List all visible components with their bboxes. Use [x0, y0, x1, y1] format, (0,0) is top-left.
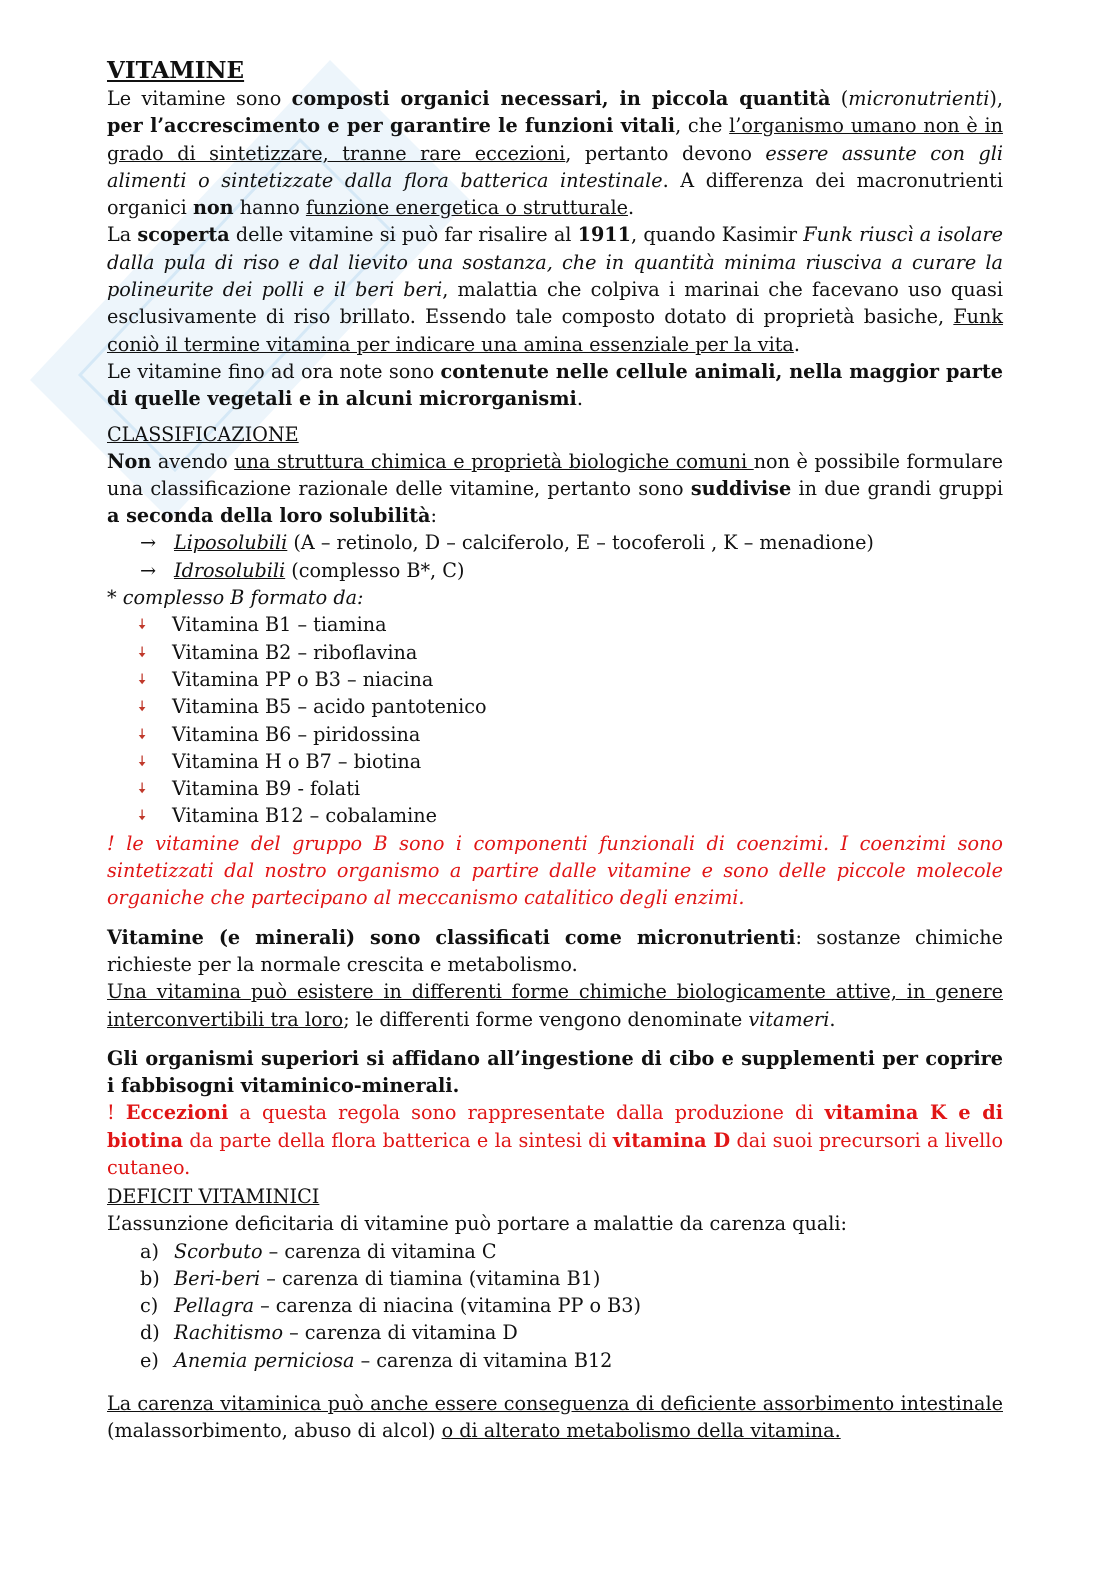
arrow-icon: → [140, 558, 157, 582]
text-run: : sostanze chimiche richieste per la normale crescita e metabolismo. [107, 925, 1003, 976]
text-run: dai suoi precursori a livello cutaneo. [107, 1128, 1003, 1179]
micronutrients-paragraph [107, 924, 1003, 979]
text-run: micronutrienti [848, 87, 990, 110]
disease-detail: – carenza di tiamina (vitamina B1) [260, 1266, 601, 1290]
text-run: La [107, 223, 138, 247]
text-run: . [793, 332, 800, 356]
b-vitamin-item [107, 721, 1003, 748]
group-name: Idrosolubili [174, 558, 286, 582]
text-run: hanno [233, 196, 306, 220]
text-run: scoperta [137, 223, 230, 247]
text-run: Una vitamina può esistere in differenti forme chimiche biologicamente attive, in genere interconvertibili tra loro [107, 980, 1003, 1031]
text-run: ( [830, 87, 849, 110]
higher-organisms-paragraph [107, 1045, 1003, 1100]
text-run: Le vitamine fino ad ora note sono [107, 359, 441, 383]
bullet-icon: 🠇 [138, 642, 147, 661]
b-vitamin-label: Vitamina B2 – riboflavina [172, 640, 418, 664]
bullet-icon: 🠇 [138, 806, 147, 825]
disease-detail: – carenza di niacina (vitamina PP o B3) [254, 1294, 641, 1318]
text-run: vitamina K e di biotina [107, 1101, 1003, 1152]
group-name: Liposolubili [174, 531, 288, 555]
b-vitamin-label: Vitamina PP o B3 – niacina [172, 667, 434, 691]
list-marker: c) [140, 1294, 159, 1318]
classification-paragraph [107, 448, 1003, 530]
b-vitamin-item [107, 666, 1003, 693]
disease-item [107, 1319, 1003, 1346]
list-marker: b) [140, 1266, 160, 1290]
bullet-icon: 🠇 [138, 724, 147, 743]
group-detail: (complesso B*, C) [285, 558, 465, 582]
intro-paragraph-1 [107, 85, 1003, 221]
text-run: 1911 [577, 223, 632, 247]
b-vitamin-label: Vitamina H o B7 – biotina [172, 749, 422, 773]
group-detail: (A – retinolo, D – calciferolo, E – tocoferoli , K – menadione) [287, 531, 874, 555]
solubility-group-item [107, 557, 1003, 584]
text-run: a questa regola sono rappresentate dalla produzione di [228, 1101, 825, 1125]
b-vitamin-item [107, 775, 1003, 802]
deficiency-diseases-list [107, 1238, 1003, 1374]
intro-paragraph-3 [107, 358, 1003, 413]
text-run: . [627, 196, 635, 220]
text-run: per l’accrescimento e per garantire le funzioni vitali [107, 114, 676, 138]
b-vitamin-item [107, 802, 1003, 829]
bullet-icon: 🠇 [138, 751, 147, 770]
b-vitamin-label: Vitamina B5 – acido pantotenico [172, 695, 487, 719]
text-run: Eccezioni [125, 1101, 229, 1125]
complex-b-note: * complesso B formato da: [107, 586, 364, 610]
text-run: non [192, 196, 234, 220]
b-vitamin-item [107, 639, 1003, 666]
b-vitamin-label: Vitamina B1 – tiamina [172, 613, 387, 637]
disease-name: Beri-beri [174, 1266, 261, 1290]
text-run: composti organici necessari, in piccola quantità [291, 87, 831, 110]
bullet-icon: 🠇 [138, 669, 147, 688]
deficits-intro: L’assunzione deficitaria di vitamine può portare a malattie da carenza quali: [107, 1212, 847, 1236]
disease-detail: – carenza di vitamina C [262, 1239, 497, 1263]
b-vitamin-label: Vitamina B6 – piridossina [172, 722, 421, 746]
bullet-icon: 🠇 [138, 615, 147, 634]
text-run: o di alterato metabolismo della vitamina. [441, 1419, 841, 1443]
deficits-heading: DEFICIT VITAMINICI [107, 1185, 320, 1209]
disease-name: Anemia perniciosa [174, 1348, 355, 1372]
text-run: Non [107, 449, 152, 473]
text-run: Funk coniò il termine vitamina per indicare una amina essenziale per la vita [107, 305, 1003, 356]
text-run: non è possibile formulare una classificazione razionale delle vitamine, pertanto sono [107, 449, 1003, 500]
disease-item [107, 1265, 1003, 1292]
disease-name: Rachitismo [174, 1321, 284, 1345]
text-run: , pertanto devono [565, 141, 766, 165]
classification-heading: CLASSIFICAZIONE [107, 422, 299, 446]
text-run: (malassorbimento, abuso di alcol) [107, 1419, 442, 1443]
disease-item [107, 1238, 1003, 1265]
text-run: Le vitamine sono [107, 87, 292, 110]
text-run: Gli organismi superiori si affidano all’ingestione di cibo e supplementi per coprire i fabbisogni vitaminico-minerali. [107, 1046, 1003, 1098]
text-run: . A differenza dei macronutrienti organici [107, 168, 1003, 220]
text-run: , malattia che colpiva i marinai che facevano uso quasi esclusivamente di riso brillato. Essendo tale composto dotato di proprietà basiche, [107, 278, 1003, 329]
text-run: a seconda della loro solubilità [107, 504, 431, 528]
b-vitamin-item [107, 748, 1003, 775]
bullet-icon: 🠇 [138, 779, 147, 798]
b-vitamin-label: Vitamina B12 – cobalamine [172, 804, 437, 828]
text-run: l’organismo umano non è in grado di sintetizzare, tranne rare eccezioni [107, 114, 1003, 165]
disease-item [107, 1347, 1003, 1374]
list-marker: e) [140, 1348, 159, 1372]
b-vitamin-label: Vitamina B9 - folati [172, 777, 361, 801]
text-run: suddivise [690, 476, 792, 500]
text-run: una struttura chimica e proprietà biologiche comuni [234, 449, 754, 473]
disease-detail: – carenza di vitamina D [283, 1321, 518, 1345]
text-run: . [576, 387, 583, 411]
exceptions-paragraph [107, 1099, 1003, 1181]
bullet-icon: 🠇 [138, 697, 147, 716]
b-vitamins-list [107, 611, 1003, 829]
text-run: contenute nelle cellule animali, nella maggior parte di quelle vegetali e in alcuni microrganismi [107, 359, 1003, 411]
list-marker: d) [140, 1321, 160, 1345]
text-run: ), [989, 87, 1003, 110]
text-run: ; le differenti forme vengono denominate [343, 1007, 749, 1031]
text-run: vitameri [748, 1007, 830, 1031]
page-title: VITAMINE [107, 57, 245, 84]
text-run: . [829, 1007, 836, 1031]
text-run: ! [107, 1101, 126, 1125]
b-vitamin-item [107, 611, 1003, 638]
text-run: La carenza vitaminica può anche essere conseguenza di deficiente assorbimento intestinale [107, 1392, 1003, 1416]
text-run: delle vitamine si può far risalire al [229, 223, 578, 247]
text-run: funzione energetica o strutturale [305, 196, 628, 220]
text-run: in due grandi gruppi [791, 476, 1003, 500]
list-marker: a) [140, 1239, 159, 1263]
text-run: vitamina D [612, 1128, 731, 1152]
text-run: Vitamine (e minerali) sono classificati come micronutrienti [107, 925, 796, 949]
text-run: Funk riuscì a isolare dalla pula di riso e dal lievito una sostanza, che in quantità minima riusciva a curare la polineurite dei polli e il beri beri [107, 223, 1003, 302]
text-run: : [430, 504, 437, 528]
vitameri-paragraph [107, 978, 1003, 1033]
disease-name: Scorbuto [174, 1239, 263, 1263]
text-run: essere assunte con gli alimenti o sintetizzate dalla flora batterica intestinale [107, 141, 1004, 192]
disease-item [107, 1292, 1003, 1319]
arrow-icon: → [140, 531, 157, 555]
disease-name: Pellagra [174, 1294, 255, 1318]
text-run: , quando Kasimir [631, 223, 804, 247]
closing-paragraph [107, 1390, 1003, 1445]
coenzyme-warning: ! le vitamine del gruppo B sono i componenti funzionali di coenzimi. I coenzimi sono sintetizzati dal nostro organismo a partire dalle vitamine e sono delle piccole molecole organiche che partecipano al meccanismo catalitico degli enzimi. [107, 831, 1003, 910]
solubility-group-item [107, 529, 1003, 556]
solubility-groups-list [107, 529, 1003, 584]
text-run: da parte della flora batterica e la sintesi di [183, 1128, 613, 1152]
b-vitamin-item [107, 693, 1003, 720]
text-run: avendo [151, 449, 235, 473]
disease-detail: – carenza di vitamina B12 [354, 1348, 613, 1372]
text-run: , che [675, 114, 730, 138]
intro-paragraph-2 [107, 221, 1003, 357]
